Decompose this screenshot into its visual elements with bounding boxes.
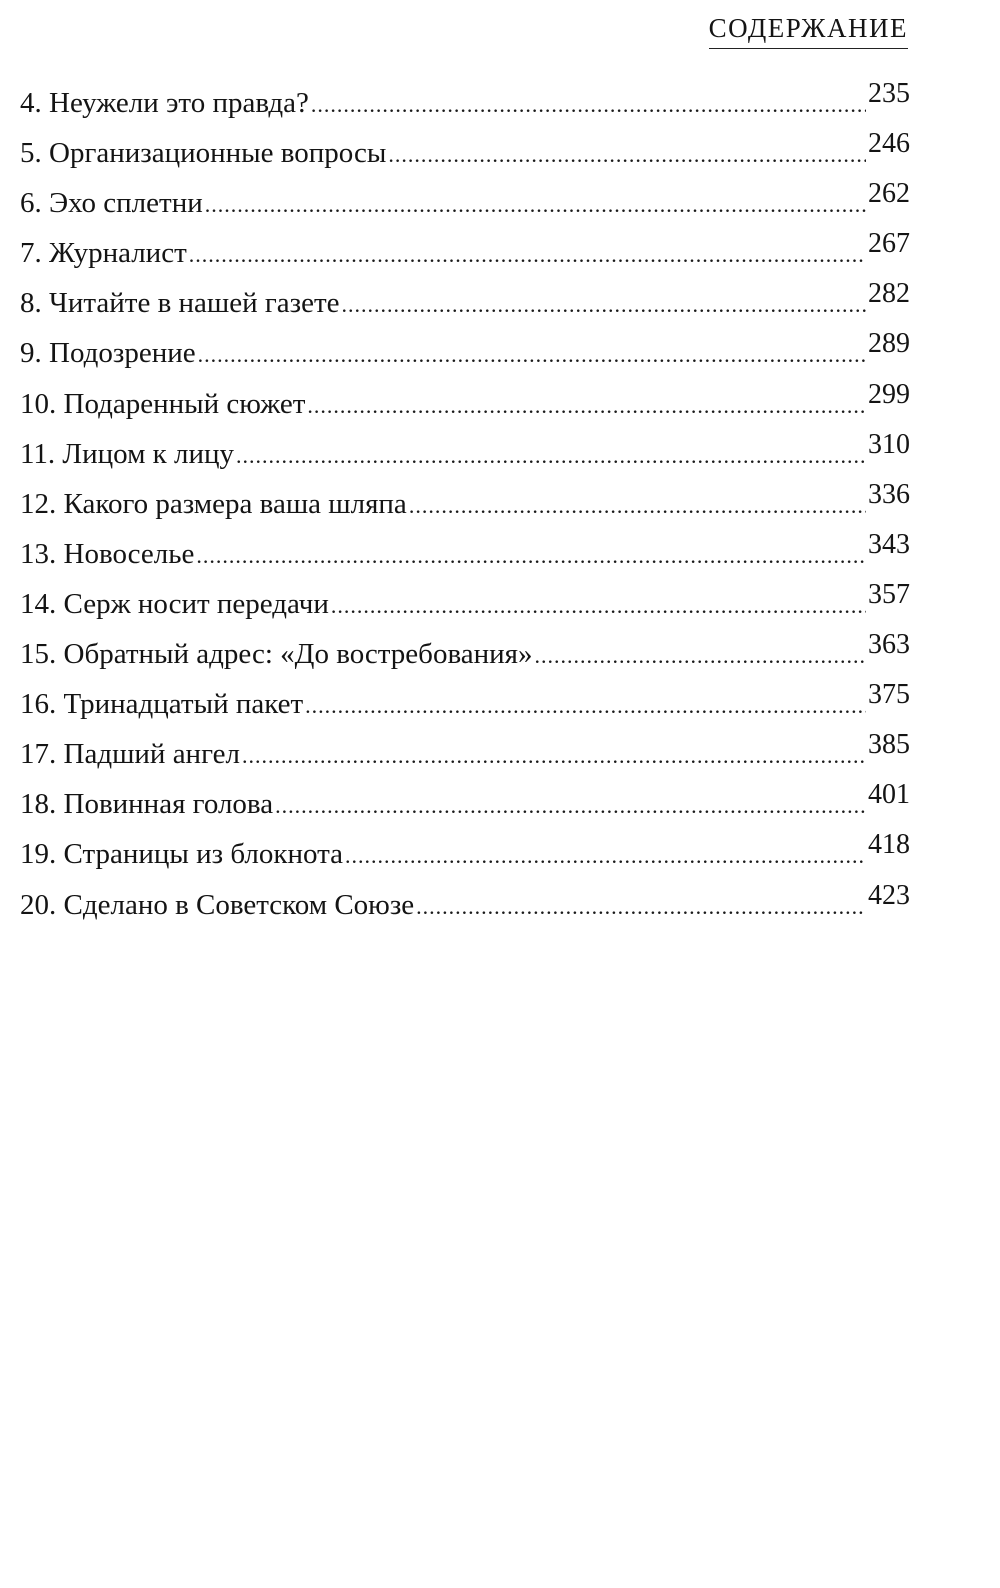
toc-entry-title: 14. Серж носит передачи — [20, 587, 329, 620]
dot-leader — [535, 631, 867, 681]
toc-entry — [20, 328, 910, 378]
running-head: СОДЕРЖАНИЕ — [709, 12, 908, 49]
toc-entry — [20, 529, 910, 579]
table-of-contents — [20, 78, 910, 930]
toc-entry-page-number: 267 — [868, 228, 910, 260]
dot-leader — [196, 531, 866, 581]
toc-entry-page-number: 418 — [868, 829, 910, 861]
toc-entry-page-number: 375 — [868, 679, 910, 711]
toc-entry — [20, 629, 910, 679]
dot-leader — [236, 431, 866, 481]
toc-entry — [20, 679, 910, 729]
toc-entry-title: 6. Эхо сплетни — [20, 187, 203, 220]
toc-entry-page-number: 262 — [868, 178, 910, 210]
dot-leader — [198, 330, 866, 380]
toc-entry — [20, 78, 910, 128]
toc-entry-page-number: 401 — [868, 779, 910, 811]
toc-entry-page-number: 235 — [868, 78, 910, 109]
toc-entry-title: 17. Падший ангел — [20, 738, 240, 771]
toc-entry-page-number: 246 — [868, 128, 910, 160]
toc-entry-title: 18. Повинная голова — [20, 788, 274, 821]
toc-entry-title: 12. Какого размера ваша шляпа — [20, 487, 407, 520]
dot-leader — [205, 180, 866, 230]
toc-entry — [20, 729, 910, 779]
toc-entry-title: 16. Тринадцатый пакет — [20, 688, 304, 721]
dot-leader — [275, 781, 866, 831]
toc-entry-page-number: 336 — [868, 478, 910, 510]
toc-entry-page-number: 363 — [868, 629, 910, 661]
dot-leader — [311, 80, 866, 130]
dot-leader — [242, 731, 866, 781]
dot-leader — [342, 280, 866, 330]
toc-entry-title: 8. Читайте в нашей газете — [20, 287, 340, 320]
dot-leader — [409, 481, 866, 531]
toc-entry — [20, 479, 910, 529]
toc-entry-title: 10. Подаренный сюжет — [20, 387, 306, 420]
toc-entry-page-number: 282 — [868, 278, 910, 310]
toc-entry-title: 7. Журналист — [20, 237, 187, 270]
toc-entry-page-number: 423 — [868, 879, 910, 911]
toc-entry-page-number: 385 — [868, 729, 910, 761]
dot-leader — [331, 581, 866, 631]
dot-leader — [305, 681, 866, 731]
dot-leader — [345, 831, 866, 881]
dot-leader — [189, 230, 866, 280]
toc-entry-title: 5. Организационные вопросы — [20, 137, 387, 170]
toc-entry-page-number: 289 — [868, 328, 910, 360]
dot-leader — [307, 381, 866, 431]
toc-entry — [20, 278, 910, 328]
toc-entry — [20, 779, 910, 829]
toc-entry — [20, 128, 910, 178]
toc-entry — [20, 579, 910, 629]
toc-entry-title: 19. Страницы из блокнота — [20, 838, 344, 871]
toc-entry-page-number: 343 — [868, 528, 910, 560]
toc-entry — [20, 379, 910, 429]
toc-entry — [20, 880, 910, 930]
toc-entry — [20, 228, 910, 278]
toc-entry-page-number: 310 — [868, 428, 910, 460]
toc-entry-title: 15. Обратный адрес: «До востребования» — [20, 638, 533, 671]
toc-entry — [20, 178, 910, 228]
toc-entry-title: 9. Подозрение — [20, 337, 196, 370]
toc-entry-title: 20. Сделано в Советском Союзе — [20, 888, 415, 921]
toc-entry-title: 13. Новоселье — [20, 537, 195, 570]
dot-leader — [416, 882, 866, 932]
dot-leader — [388, 130, 866, 180]
toc-entry-page-number: 357 — [868, 578, 910, 610]
toc-entry — [20, 429, 910, 479]
toc-entry-title: 4. Неужели это правда? — [20, 87, 309, 119]
toc-entry-title: 11. Лицом к лицу — [20, 437, 235, 470]
toc-entry-page-number: 299 — [868, 378, 910, 410]
toc-entry — [20, 829, 910, 879]
